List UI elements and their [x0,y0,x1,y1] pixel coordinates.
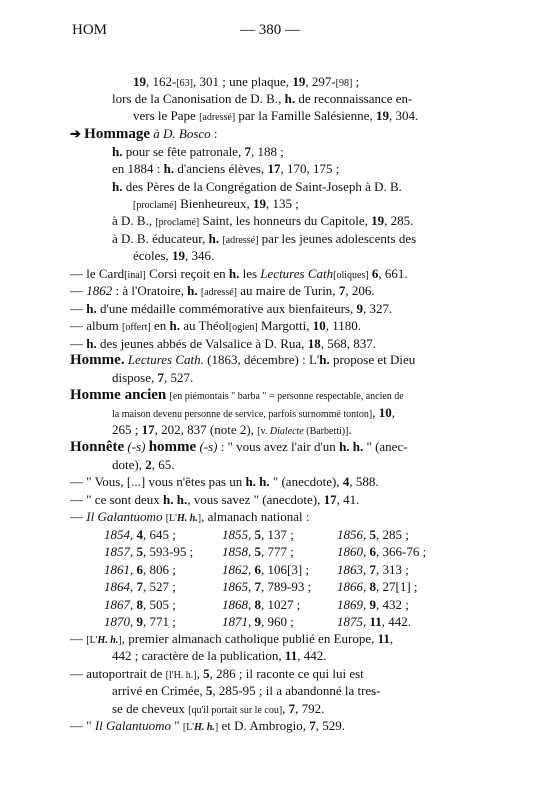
text-line [112,231,416,249]
page-ref: , 505 ; [143,596,176,612]
page-ref: , 527 ; [143,579,176,595]
text-segment: à D. Bosco [149,126,211,141]
text-segment: , 568, 837. [320,336,376,351]
text-segment: [l'H. h.] [165,670,197,681]
almanac-entry [337,597,409,613]
almanac-entry [104,544,193,560]
text-segment: — album [70,318,122,333]
text-line [133,196,299,214]
volume-number: 9 [136,614,143,629]
almanac-year: 1858 [222,544,248,560]
text-segment: h. [208,231,220,246]
text-segment: , 588. [349,474,379,489]
almanac-year: 1875 [337,614,363,629]
text-segment: , 188 ; [251,144,284,159]
text-segment: 1862 [86,283,113,298]
running-head: HOM [72,22,108,38]
text-segment: ➔ [70,126,85,141]
volume-number: 8 [369,579,376,595]
text-segment: , [372,405,379,420]
text-segment: : " vous avez l'air d'un [217,439,340,454]
text-segment: , [196,666,204,681]
almanac-year: 1869 [337,596,363,612]
text-line [133,74,359,92]
text-segment: Bienheureux, [176,196,254,211]
text-line [112,161,339,177]
text-segment: écoles, [133,248,172,263]
text-segment: 19 [171,248,185,263]
separator: , [248,527,255,542]
text-segment: [offert] [122,322,151,333]
almanac-year: 1856 [337,527,363,542]
text-segment: dispose, [112,370,158,385]
text-line [70,352,415,368]
text-segment: [adressé] [222,235,259,246]
almanac-entry [222,579,311,595]
text-segment: et D. Ambrogio, [218,718,310,733]
text-segment: [v. [257,426,270,437]
text-segment: , 442. [297,648,327,663]
text-segment: Margotti, [257,318,313,333]
text-segment: , 297- [305,74,336,89]
text-line [70,439,408,455]
text-segment: 7 [157,370,164,385]
text-segment: la maison devenu personne de service, parfois surnommé tonton] [112,409,373,420]
text-segment: 9 [356,301,363,316]
volume-number: 8 [254,596,261,612]
page-ref: , 789-93 ; [261,579,312,595]
separator: , [363,614,370,629]
volume-number: 7 [136,579,143,595]
text-line [112,179,402,195]
text-segment: Hommage [84,126,150,142]
text-segment: , 529. [315,718,346,733]
text-segment: , 170, 175 ; [280,161,340,176]
text-line [70,474,379,490]
text-segment: vers le Pape [133,108,200,123]
text-segment: h. [112,179,123,194]
text-segment: Dialecte [269,426,304,437]
text-line [70,492,359,508]
volume-number: 7 [254,579,261,595]
text-segment: , 162- [146,74,177,89]
text-segment: [98] [335,78,353,89]
volume-number: 11 [369,614,382,629]
almanac-entry [104,579,176,595]
separator: , [363,544,370,560]
text-segment: — [70,336,87,351]
text-segment: , 792. [295,701,325,716]
almanac-year: 1863 [337,561,363,577]
text-line [112,91,412,107]
text-segment: — autoportrait de [70,666,166,681]
text-segment: [L' [165,513,177,524]
volume-number: 6 [254,561,261,577]
page-ref: , 106[3] ; [261,561,310,577]
almanac-entry [104,527,176,543]
text-segment: , [389,631,394,646]
text-segment: 11 [284,648,298,663]
text-segment: h. [319,352,330,367]
text-segment: [63] [176,78,194,89]
text-segment: en [150,318,170,333]
separator: , [130,544,137,560]
text-segment: [en piémontais " barba " = personne respectable, ancien de [169,391,404,402]
text-segment: " (anec- [363,439,408,454]
text-segment: , 1180. [325,318,361,333]
almanac-year: 1855 [222,527,248,542]
text-segment: h. [228,266,240,281]
text-segment: — [70,509,87,524]
text-segment: , 327. [362,301,393,316]
text-segment: h. h. [163,492,188,507]
text-segment: h. [86,336,97,351]
text-segment: dote), [112,457,146,472]
text-segment: Homme ancien [70,387,167,403]
text-line [133,248,214,264]
text-segment: Il Galantuomo [86,509,163,524]
text-segment: [ogien] [228,322,258,333]
text-segment: ; [352,74,360,89]
separator: , [248,614,255,629]
separator: , [130,579,137,595]
text-line [70,283,375,301]
text-segment: , 301 ; une plaque, [193,74,293,89]
page-ref: , 1027 ; [261,596,301,612]
text-segment: [proclamé] [133,200,177,211]
text-segment: 17 [323,492,337,507]
separator: , [363,579,370,595]
text-segment: [inal] [124,270,146,281]
text-segment: 10 [312,318,326,333]
almanac-entry [222,527,294,543]
text-segment: au Théol [179,318,229,333]
text-segment: 18 [307,336,321,351]
volume-number: 6 [136,561,143,577]
text-segment: 5 [203,666,210,681]
text-segment: H. h. [97,635,119,646]
almanac-year: 1870 [104,614,130,629]
text-segment: 2 [145,457,152,472]
text-segment: les [239,266,261,281]
text-line [70,666,364,684]
almanac-entry [337,544,426,560]
almanac-entry [104,614,176,630]
separator: , [363,596,370,612]
text-segment: , 135 ; [266,196,299,211]
almanac-entry [337,579,418,595]
text-segment: h. [284,91,296,106]
text-segment: — [70,631,87,646]
volume-number: 9 [254,614,261,629]
text-segment: pour se fête patronale, [122,144,245,159]
text-segment: par les jeunes adolescents des [258,231,417,246]
almanac-year: 1866 [337,579,363,595]
volume-number: 5 [254,527,261,542]
almanac-entry [104,562,176,578]
text-segment: Honnête [70,439,125,455]
almanac-entry [222,614,294,630]
text-line [70,631,393,649]
separator: , [130,561,137,577]
text-segment: des jeunes abbés de Valsalice à D. Rua, [96,336,308,351]
text-segment: 19 [133,74,146,89]
text-segment: , 304. [388,108,419,123]
text-segment: de reconnaissance en- [295,91,413,106]
text-segment: Lectures Cath. [127,352,204,367]
text-line [70,718,345,736]
page-ref: , 366-76 ; [376,544,427,560]
separator: , [130,614,137,629]
separator: , [363,561,370,577]
text-segment: , vous savez " (anecdote), [187,492,324,507]
text-line [112,422,352,440]
text-segment: (-s) [124,439,146,454]
text-segment: — le Card [70,266,125,281]
text-segment: d'anciens élèves, [174,161,268,176]
text-segment: , [391,405,395,420]
text-line [70,301,392,317]
text-segment: 19 [375,108,389,123]
volume-number: 5 [254,544,261,560]
text-segment: . [348,422,352,437]
almanac-year: 1857 [104,544,130,560]
text-segment: Lectures Cath [260,266,334,281]
text-segment: , 206. [345,283,375,298]
text-segment: : [210,126,218,141]
page-ref: , 645 ; [143,527,176,542]
almanac-entry [337,562,409,578]
text-segment: ] [197,513,202,524]
almanac-entry [337,614,411,630]
page-number: — 380 — [240,22,300,38]
text-segment: , 65. [151,457,175,472]
text-line [112,370,193,386]
page-ref: , 960 ; [261,614,294,629]
separator: , [248,544,255,560]
separator: , [248,561,255,577]
volume-number: 7 [369,561,376,577]
text-segment: H. h. [176,513,198,524]
page-ref: , 432 ; [376,596,409,612]
text-segment: — [70,301,87,316]
text-segment: 19 [371,213,385,228]
text-segment: , 41. [336,492,360,507]
text-segment: Corsi reçoit en [145,266,229,281]
text-line [112,683,381,699]
text-line [70,509,309,527]
text-segment: — " [70,718,95,733]
text-segment: Saint, les honneurs du Capitole, [199,213,372,228]
text-segment: , [282,701,289,716]
text-segment: h. [169,318,180,333]
text-segment: , 285-95 ; il a abandonné la tres- [212,683,381,698]
text-segment: h. h. [339,439,364,454]
text-segment: à D. B. éducateur, [112,231,209,246]
text-line [133,108,418,126]
text-segment: [qu'il portait sur le cou] [188,705,283,716]
text-segment: 6 [371,266,379,281]
text-segment: [L' [182,722,195,733]
almanac-entry [222,562,309,578]
text-segment: 7 [244,144,251,159]
text-segment: ] [214,722,219,733]
text-segment: 19 [292,74,306,89]
text-segment: 4 [342,474,350,489]
page-ref: , 285 ; [376,527,409,542]
text-segment: lors de la Canonisation de D. B., [112,91,285,106]
almanac-entry [337,527,409,543]
page-ref: , 313 ; [376,561,409,577]
text-segment: d'une médaille commémorative aux bienfaiteurs, [96,301,357,316]
text-segment: des Pères de la Congrégation de Saint-Joseph à D. B. [122,179,402,194]
text-segment: , 285. [384,213,414,228]
separator: , [248,596,255,612]
almanac-year: 1860 [337,544,363,560]
text-line [112,648,326,664]
text-segment: — [70,283,87,298]
page-ref: , 593-95 ; [143,544,194,560]
text-segment: h. [163,161,175,176]
almanac-year: 1864 [104,579,130,595]
text-segment: , 661. [378,266,408,281]
text-segment: 10 [378,405,392,420]
volume-number: 9 [369,596,376,612]
volume-number: 5 [136,544,143,560]
text-segment: 5 [205,683,213,698]
text-segment: 7 [309,718,316,733]
text-line [112,405,395,423]
page-ref: , 771 ; [143,614,176,629]
text-line [112,701,324,719]
text-segment: h. h. [245,474,270,489]
text-segment: 265 ; [112,422,142,437]
text-segment: , premier almanach catholique publié en Europe, [121,631,378,646]
text-segment: [L' [86,635,98,646]
text-line [112,457,174,473]
text-line [70,318,361,336]
text-segment: [adressé] [199,112,236,123]
text-segment: " [171,718,183,733]
text-segment: — " ce sont deux [70,492,164,507]
text-segment: au maire de Turin, [236,283,339,298]
text-segment: Il Galantuomo [94,718,172,733]
text-line [112,144,284,160]
text-segment: propose et Dieu [329,352,416,367]
text-line [70,336,376,352]
text-segment: arrivé en Crimée, [112,683,206,698]
volume-number: 5 [369,527,376,542]
text-segment: H. h. [194,722,215,733]
text-line [112,213,413,231]
text-segment: (1863, décembre) : L' [203,352,320,367]
almanac-year: 1862 [222,561,248,577]
separator: , [130,527,137,542]
text-segment: : à l'Oratoire, [112,283,188,298]
text-segment: h. [112,144,123,159]
almanac-year: 1867 [104,596,130,612]
text-segment: , 527. [164,370,194,385]
text-segment: (Barbetti)] [303,426,349,437]
almanac-year: 1861 [104,561,130,577]
page-ref: , 27[1] ; [376,579,418,595]
almanac-year: 1865 [222,579,248,595]
volume-number: 6 [369,544,376,560]
text-segment: se de cheveux [112,701,189,716]
separator: , [363,527,370,542]
almanac-entry [222,544,294,560]
text-segment: 7 [288,701,296,716]
page-ref: , 806 ; [143,561,176,577]
text-segment: , 346. [184,248,215,263]
text-line [70,266,408,284]
text-segment: " (anecdote), [269,474,343,489]
page-ref: , 137 ; [261,527,294,542]
volume-number: 8 [136,596,143,612]
text-segment: 442 ; caractère de la publication, [112,648,285,663]
text-segment: Homme. [70,352,125,368]
text-segment: h. [86,301,97,316]
separator: , [248,579,255,595]
text-segment: — " Vous, [...] vous n'êtes pas un [70,474,246,489]
volume-number: 4 [136,527,143,542]
text-segment: 17 [141,422,155,437]
text-segment: 7 [338,283,346,298]
separator: , [130,596,137,612]
almanac-entry [222,597,300,613]
text-segment: [adressé] [200,287,237,298]
almanac-year: 1854 [104,527,130,542]
text-segment: [proclamé] [155,217,200,228]
text-segment: ] [118,635,122,646]
almanac-entry [104,597,176,613]
text-segment: homme [148,439,197,455]
text-segment: 11 [377,631,390,646]
text-segment: par la Famille Salésienne, [235,108,376,123]
text-segment: [oliques] [333,270,369,281]
almanac-year: 1871 [222,614,248,629]
text-segment: 17 [267,161,281,176]
text-segment: , 202, 837 (note 2), [154,422,258,437]
text-segment: 19 [253,196,267,211]
text-segment: (-s) [196,439,218,454]
text-segment: h. [187,283,198,298]
text-line [70,126,218,142]
page-ref: , 777 ; [261,544,294,560]
almanac-year: 1868 [222,596,248,612]
text-segment: , 286 ; il raconte ce qui lui est [209,666,364,681]
text-segment: en 1884 : [112,161,164,176]
page-ref: , 442. [381,614,412,629]
text-line [70,387,404,405]
text-segment: à D. B., [112,213,156,228]
text-segment: , almanach national : [201,509,310,524]
